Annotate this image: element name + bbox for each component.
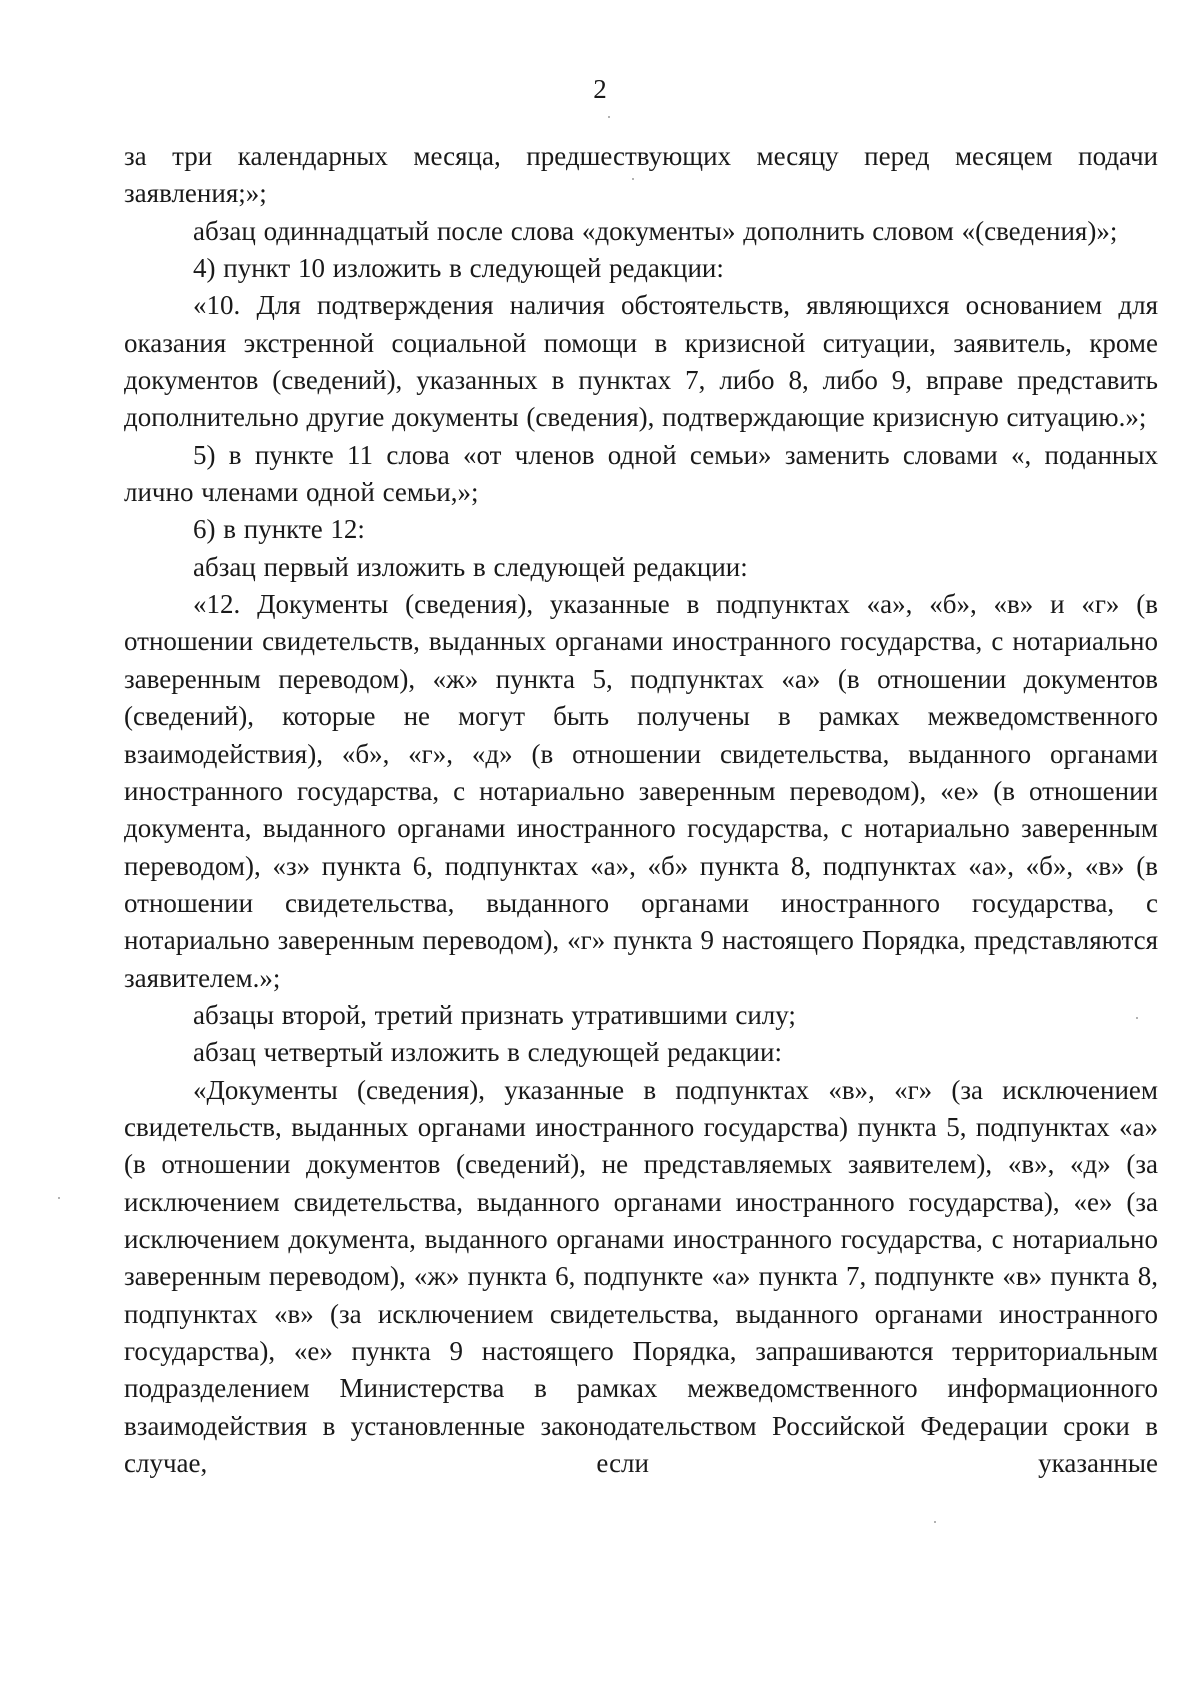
paragraph-point-10-text: «10. Для подтверждения наличия обстоятельств, являющихся основанием для оказания экстренной социальной помощи в кризисной ситуации, заявитель, кроме документов (сведений), указанных в пунктах 7, либо 8, либо 9, вправе представить дополнительно другие документы (сведения), подтверждающие кризисную ситуацию.»;	[124, 290, 1158, 433]
paragraph-abzacs-repealed: абзацы второй, третий признать утратившими силу;	[193, 999, 796, 1030]
page-number: 2	[593, 74, 607, 104]
scan-speck	[1136, 1017, 1138, 1019]
paragraph-item-4: 4) пункт 10 изложить в следующей редакции:	[193, 253, 724, 284]
paragraph-amendment-abzac-11: абзац одиннадцатый после слова «документы» дополнить словом «(сведения)»;	[193, 215, 1118, 246]
paragraph-item-6: 6) в пункте 12:	[193, 514, 365, 545]
scan-speck	[934, 1521, 936, 1523]
paragraph-abzac-first: абзац первый изложить в следующей редакции:	[193, 551, 748, 582]
paragraph-abzac-fourth-text: «Документы (сведения), указанные в подпунктах «в», «г» (за исключением свидетельств, выданных органами иностранного государства) пункта 5, подпунктах «а» (в отношении документов (сведений), не представляемых заявителем), «в», «д» (за исключением свидетельства, выданного органами иностранного государства), «е» (за исключением документа, выданного органами иностранного государства, с нотариально заверенным переводом), «ж» пункта 6, подпункте «а» пункта 7, подпункте «в» пункта 8, подпунктах «в» (за исключением свидетельства, выданного органами иностранного государства), «е» пункта 9 настоящего Порядка, запрашиваются территориальным подразделением Министерства в рамках межведомственного информационного взаимодействия в установленные законодательством Российской Федерации сроки в случае, если указанные	[124, 1074, 1158, 1479]
document-body	[124, 138, 1158, 1482]
scan-speck	[608, 116, 610, 118]
paragraph-item-5: 5) в пункте 11 слова «от членов одной семьи» заменить словами «, поданных лично членами одной семьи,»;	[124, 439, 1158, 508]
paragraph-abzac-fourth: абзац четвертый изложить в следующей редакции:	[193, 1037, 782, 1068]
paragraph-point-12-text: «12. Документы (сведения), указанные в подпунктах «а», «б», «в» и «г» (в отношении свидетельств, выданных органами иностранного государства, с нотариально заверенным переводом), «ж» пункта 5, подпунктах «а» (в отношении документов (сведений), которые не могут быть получены в рамках межведомственного взаимодействия), «б», «г», «д» (в отношении свидетельства, выданного органами иностранного государства, с нотариально заверенным переводом), «е» (в отношении документа, выданного органами иностранного государства, с нотариально заверенным переводом), «з» пункта 6, подпунктах «а», «б» пункта 8, подпунктах «а», «б», «в» (в отношении свидетельства, выданного органами иностранного государства, с нотариально заверенным переводом), «г» пункта 9 настоящего Порядка, представляются заявителем.»;	[124, 589, 1158, 993]
scan-speck	[632, 178, 634, 180]
scan-speck	[58, 1197, 60, 1199]
paragraph-continuation: за три календарных месяца, предшествующих месяцу перед месяцем подачи заявления;»;	[124, 141, 1158, 209]
